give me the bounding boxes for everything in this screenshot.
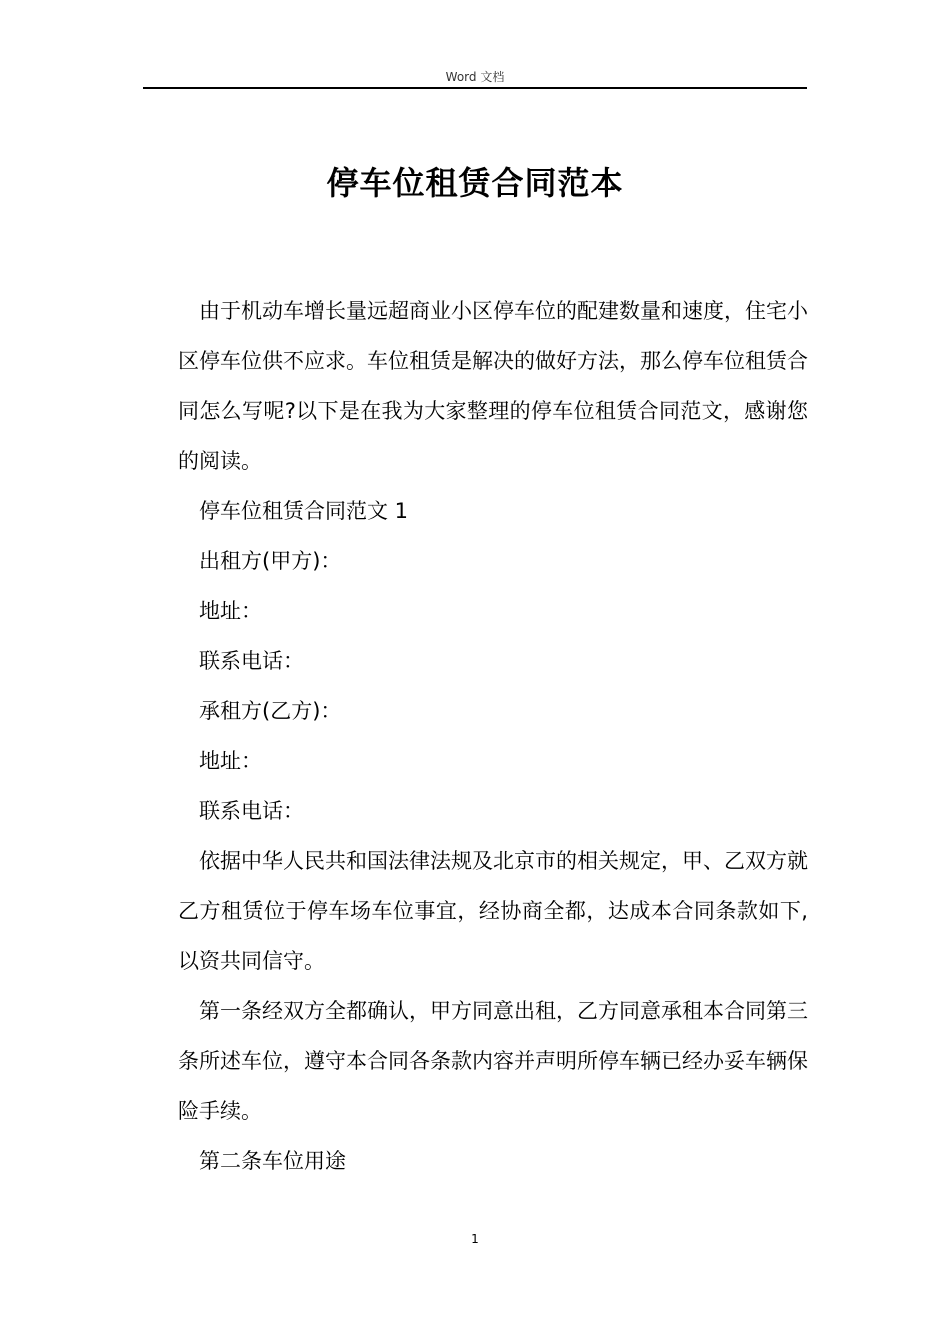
page-header-label: Word 文档 (445, 70, 505, 84)
section-heading: 停车位租赁合同范文 1 (199, 499, 409, 523)
lessee-address-line: 地址： (199, 749, 262, 773)
lessor-address-line: 地址： (199, 599, 262, 623)
page-number: 1 (471, 1232, 479, 1246)
lessee-line: 承租方(乙方)： (199, 699, 342, 723)
header-divider (143, 87, 807, 89)
lessor-phone-line: 联系电话： (199, 649, 304, 673)
lessee-phone-line: 联系电话： (199, 799, 304, 823)
lessor-line: 出租方(甲方)： (199, 549, 342, 573)
article-two-heading: 第二条车位用途 (199, 1149, 346, 1173)
document-title: 停车位租赁合同范本 (326, 164, 624, 202)
article-one-paragraph: 第一条经双方全都确认，甲方同意出租，乙方同意承租本合同第三条所述车位，遵守本合同各条款内容并声明所停车辆已经办妥车辆保险手续。 (178, 999, 808, 1123)
intro-paragraph: 由于机动车增长量远超商业小区停车位的配建数量和速度，住宅小区停车位供不应求。车位租赁是解决的做好方法，那么停车位租赁合同怎么写呢?以下是在我为大家整理的停车位租赁合同范文，感谢您的阅读。 (178, 299, 808, 473)
document-body (178, 286, 808, 1186)
legal-basis-paragraph: 依据中华人民共和国法律法规及北京市的相关规定，甲、乙双方就乙方租赁位于停车场车位事宜，经协商全都，达成本合同条款如下,以资共同信守。 (178, 849, 808, 973)
